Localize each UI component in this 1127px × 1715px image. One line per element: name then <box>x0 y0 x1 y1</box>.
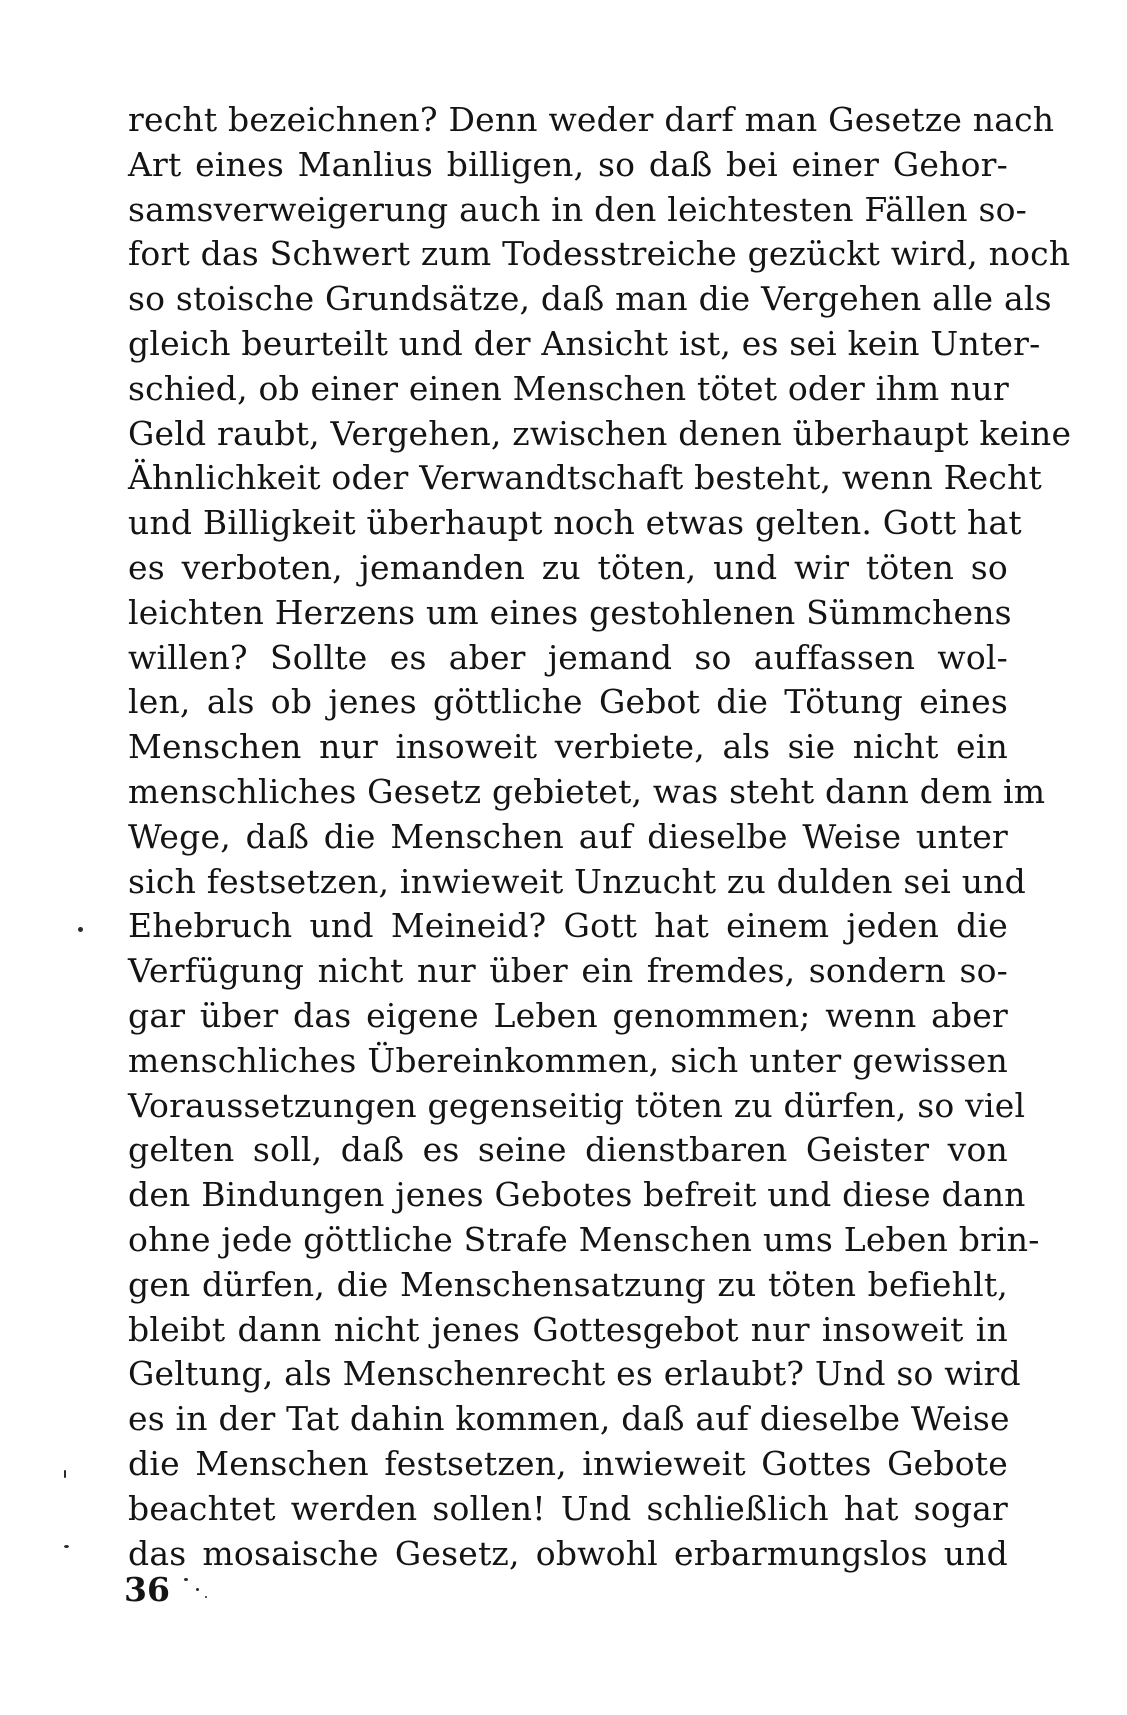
text-line: Verfügung nicht nur über ein fremdes, sondern so- <box>128 951 1008 991</box>
text-line: die Menschen festsetzen, inwieweit Gottes Gebote <box>128 1443 1008 1483</box>
text-line: das mosaische Gesetz, obwohl erbarmungslos und <box>128 1533 1008 1573</box>
text-line: menschliches Übereinkommen, sich unter gewissen <box>128 1040 1008 1080</box>
text-line: schied, ob einer einen Menschen tötet oder ihm nur <box>128 368 1009 408</box>
text-line: es in der Tat dahin kommen, daß auf dieselbe Weise <box>128 1399 1010 1439</box>
text-line: menschliches Gesetz gebietet, was steht dann dem im <box>128 771 1046 811</box>
scan-speck <box>64 1545 69 1548</box>
text-line: Geld raubt, Vergehen, zwischen denen überhaupt keine <box>128 413 1072 453</box>
text-line: sich festsetzen, inwieweit Unzucht zu dulden sei und <box>128 861 1026 901</box>
text-line: und Billigkeit überhaupt noch etwas gelten. Gott hat <box>128 503 1022 543</box>
text-line: Art eines Manlius billigen, so daß bei einer Gehor- <box>128 144 1008 184</box>
text-line: Voraussetzungen gegenseitig töten zu dürfen, so viel <box>128 1085 1026 1125</box>
scan-speck <box>64 1470 66 1478</box>
body-text <box>128 98 1072 1576</box>
scan-speck <box>196 1588 199 1591</box>
text-line: Ehebruch und Meineid? Gott hat einem jeden die <box>128 906 1008 946</box>
text-line: gen dürfen, die Menschensatzung zu töten befiehlt, <box>128 1264 1008 1304</box>
text-line: leichten Herzens um eines gestohlenen Sümmchens <box>128 592 1012 632</box>
text-line: ohne jede göttliche Strafe Menschen ums Leben brin- <box>128 1219 1040 1259</box>
text-line: gelten soll, daß es seine dienstbaren Geister von <box>128 1130 1008 1170</box>
text-line: so stoische Grundsätze, daß man die Vergehen alle als <box>128 279 1052 319</box>
text-line: es verboten, jemanden zu töten, und wir töten so <box>128 547 1008 587</box>
text-line: Ähnlichkeit oder Verwandtschaft besteht, wenn Recht <box>128 458 1042 498</box>
scan-speck <box>78 927 83 932</box>
scan-speck <box>205 1596 207 1598</box>
text-line: gleich beurteilt und der Ansicht ist, es sei kein Unter- <box>128 323 1041 363</box>
text-line: den Bindungen jenes Gebotes befreit und diese dann <box>128 1175 1026 1215</box>
text-line: samsverweigerung auch in den leichtesten Fällen so- <box>128 189 1028 229</box>
text-line: willen? Sollte es aber jemand so auffassen wol- <box>128 637 1008 677</box>
scan-speck <box>184 1578 188 1581</box>
text-line: gar über das eigene Leben genommen; wenn aber <box>128 995 1008 1035</box>
text-line: Menschen nur insoweit verbiete, als sie nicht ein <box>128 727 1008 767</box>
text-line: fort das Schwert zum Todesstreiche gezückt wird, noch <box>128 234 1071 274</box>
text-line: bleibt dann nicht jenes Gottesgebot nur insoweit in <box>128 1309 1008 1349</box>
page-number: 36 <box>124 1570 170 1609</box>
text-line: Geltung, als Menschenrecht es erlaubt? Und so wird <box>128 1354 1021 1394</box>
text-line: beachtet werden sollen! Und schließlich hat sogar <box>128 1488 1008 1528</box>
text-line: Wege, daß die Menschen auf dieselbe Weise unter <box>128 816 1008 856</box>
text-line: len, als ob jenes göttliche Gebot die Tötung eines <box>128 682 1008 722</box>
text-line: recht bezeichnen? Denn weder darf man Gesetze nach <box>128 100 1055 139</box>
